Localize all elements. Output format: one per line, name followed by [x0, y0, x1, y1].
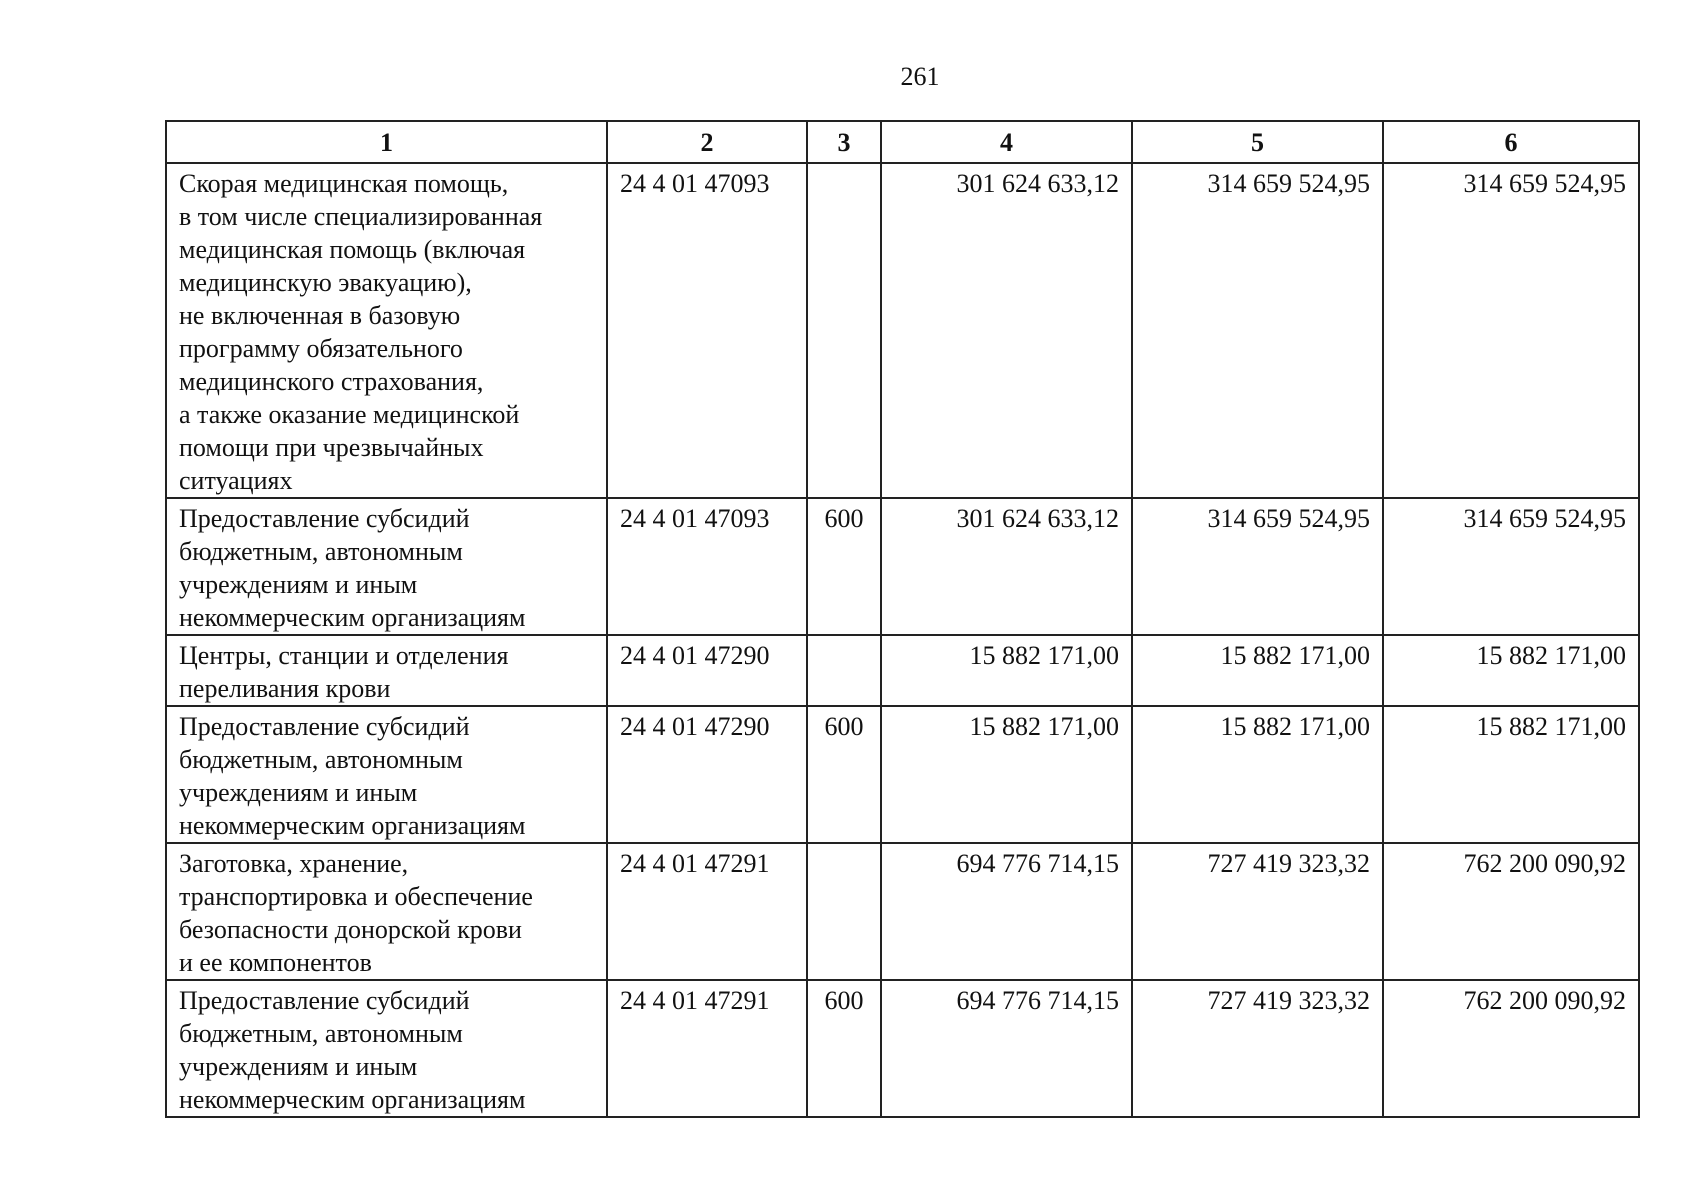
row-code-cell: 24 4 01 47290 — [607, 635, 807, 706]
column-header-3: 3 — [807, 121, 881, 163]
row-name-cell: Предоставление субсидий бюджетным, автономным учреждениям и иным некоммерческим организациям — [166, 980, 607, 1117]
row-amount-3-cell: 314 659 524,95 — [1383, 498, 1639, 635]
table-row — [166, 706, 1639, 843]
row-amount-2-cell: 727 419 323,32 — [1132, 843, 1383, 980]
column-header-4: 4 — [881, 121, 1132, 163]
column-header-2: 2 — [607, 121, 807, 163]
row-code-cell: 24 4 01 47291 — [607, 980, 807, 1117]
row-name-cell: Скорая медицинская помощь, в том числе специализированная медицинская помощь (включая медицинскую эвакуацию), не включенная в базовую программу обязательного медицинского страхования, а также оказание медицинской помощи при чрезвычайных ситуациях — [166, 163, 607, 498]
column-header-6: 6 — [1383, 121, 1639, 163]
row-code-cell: 24 4 01 47093 — [607, 498, 807, 635]
row-amount-3-cell: 762 200 090,92 — [1383, 843, 1639, 980]
row-expense-type-cell — [807, 635, 881, 706]
header-row — [166, 121, 1639, 163]
row-name-cell: Предоставление субсидий бюджетным, автономным учреждениям и иным некоммерческим организациям — [166, 498, 607, 635]
row-amount-1-cell: 15 882 171,00 — [881, 635, 1132, 706]
row-expense-type-cell — [807, 843, 881, 980]
row-amount-2-cell: 15 882 171,00 — [1132, 635, 1383, 706]
table-row — [166, 980, 1639, 1117]
row-amount-2-cell: 727 419 323,32 — [1132, 980, 1383, 1117]
row-expense-type-cell: 600 — [807, 498, 881, 635]
row-code-cell: 24 4 01 47291 — [607, 843, 807, 980]
row-name-cell: Заготовка, хранение, транспортировка и обеспечение безопасности донорской крови и ее компонентов — [166, 843, 607, 980]
table-row — [166, 163, 1639, 498]
row-amount-1-cell: 694 776 714,15 — [881, 980, 1132, 1117]
table-row — [166, 843, 1639, 980]
row-amount-3-cell: 762 200 090,92 — [1383, 980, 1639, 1117]
row-expense-type-cell: 600 — [807, 706, 881, 843]
row-code-cell: 24 4 01 47093 — [607, 163, 807, 498]
row-amount-1-cell: 694 776 714,15 — [881, 843, 1132, 980]
row-name-cell: Центры, станции и отделения переливания крови — [166, 635, 607, 706]
table-row — [166, 498, 1639, 635]
row-expense-type-cell: 600 — [807, 980, 881, 1117]
row-amount-1-cell: 15 882 171,00 — [881, 706, 1132, 843]
row-amount-2-cell: 314 659 524,95 — [1132, 163, 1383, 498]
row-expense-type-cell — [807, 163, 881, 498]
row-amount-1-cell: 301 624 633,12 — [881, 163, 1132, 498]
row-name-cell: Предоставление субсидий бюджетным, автономным учреждениям и иным некоммерческим организациям — [166, 706, 607, 843]
row-amount-3-cell: 15 882 171,00 — [1383, 706, 1639, 843]
row-amount-3-cell: 15 882 171,00 — [1383, 635, 1639, 706]
row-amount-3-cell: 314 659 524,95 — [1383, 163, 1639, 498]
row-amount-1-cell: 301 624 633,12 — [881, 498, 1132, 635]
column-header-5: 5 — [1132, 121, 1383, 163]
budget-table — [165, 120, 1640, 1118]
column-header-1: 1 — [166, 121, 607, 163]
page-number: 261 — [900, 62, 940, 91]
row-amount-2-cell: 15 882 171,00 — [1132, 706, 1383, 843]
row-code-cell: 24 4 01 47290 — [607, 706, 807, 843]
table-row — [166, 635, 1639, 706]
row-amount-2-cell: 314 659 524,95 — [1132, 498, 1383, 635]
